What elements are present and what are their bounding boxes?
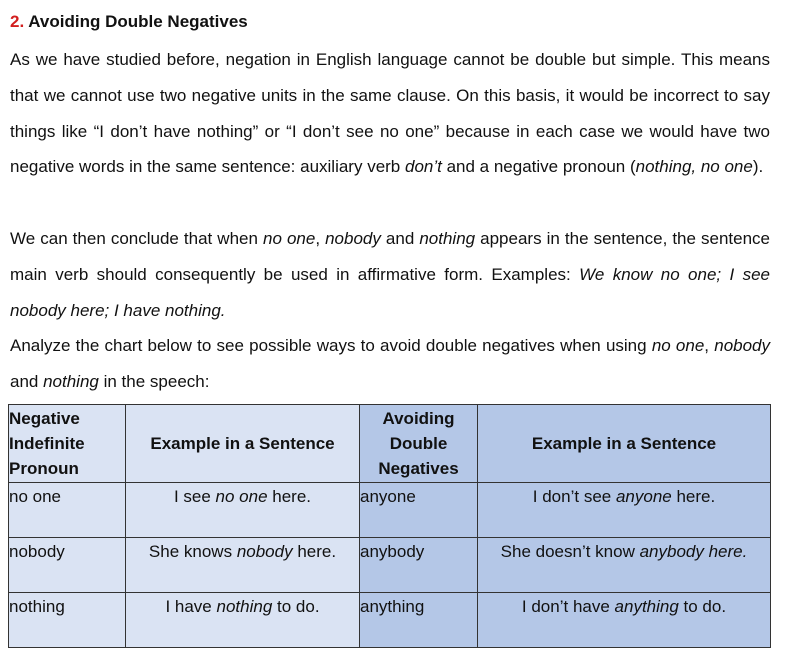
cell-avoid: anything [360,593,478,648]
ex-post: to do. [678,597,727,616]
ex-pre: I have [165,597,217,616]
p3-italic-no-one: no one [651,336,705,355]
ex-post: here. [292,542,337,561]
section-heading [10,10,248,34]
p2-italic-nobody: nobody [325,229,381,248]
p2-text-e: and [380,229,420,248]
cell-example-1 [126,593,360,648]
double-negatives-chart [8,404,771,648]
cell-pronoun: nobody [9,538,126,593]
cell-pronoun: no one [9,483,126,538]
cell-example-2 [478,483,771,538]
ex-italic: nothing [216,597,273,616]
ex-post: here. [671,487,716,506]
header-example-2: Example in a Sentence [478,405,771,483]
paragraph-2 [10,221,770,328]
ex-italic: nobody [236,542,293,561]
cell-avoid: anyone [360,483,478,538]
ex-italic: anyone [615,487,672,506]
table-row [9,483,771,538]
chart-header-row [9,405,771,483]
table-row [9,538,771,593]
p3-italic-nothing: nothing [43,371,99,391]
ex-pre: I see [173,487,216,506]
table-row [9,593,771,648]
ex-italic: no one [215,487,268,506]
ex-pre: I don’t see [532,487,616,506]
ex-post: here. [267,487,312,506]
header-negative-pronoun: Negative Indefinite Pronoun [9,405,126,483]
paragraph-1 [10,42,770,185]
header-example-1: Example in a Sentence [126,405,360,483]
p2-text-c: , [315,229,326,248]
ex-pre: She knows [148,542,237,561]
p2-italic-examples: We know no one; I see nobody here; I have nothing. [10,264,770,320]
cell-example-2 [478,593,771,648]
cell-pronoun: nothing [9,593,126,648]
cell-example-1 [126,483,360,538]
section-title: Avoiding Double Negatives [28,12,248,31]
p1-text-e: ). [752,157,764,177]
paragraph-3 [10,328,770,400]
p3-text-c: , [704,336,715,355]
section-number: 2. [10,12,25,31]
p3-text-g: in the speech: [98,371,210,391]
p1-italic-pronouns: nothing, no one [635,157,753,177]
ex-pre: I don’t have [521,597,615,616]
p3-text-a: Analyze the chart below to see possible ways to avoid double negatives when using [10,336,652,355]
p1-text-c: and a negative pronoun ( [441,157,636,177]
p2-text-g: appears in the sentence, the sentence main verb should consequently be used in affirmative form. Examples: [10,229,771,284]
p2-italic-nothing: nothing [419,229,476,248]
p2-text-a: We can then conclude that when [10,229,263,248]
p1-italic-dont: don’t [404,157,442,177]
ex-pre: She doesn’t know [500,542,640,561]
p3-text-e: and [10,371,44,391]
cell-example-2 [478,538,771,593]
header-avoiding: Avoiding Double Negatives [360,405,478,483]
p2-italic-no-one: no one [263,229,316,248]
cell-example-1 [126,538,360,593]
cell-avoid: anybody [360,538,478,593]
ex-italic: anything [614,597,679,616]
ex-post: to do. [272,597,320,616]
p1-text-a: As we have studied before, negation in English language cannot be double but simple. This means that we cannot use two negative units in the same clause. On this basis, it would be incorrect to say things like “I don’t have nothing” or “I don’t see no one” because in each case we would have two negative words in the same sentence: auxiliary verb [10,50,770,177]
ex-italic: anybody here. [639,542,748,561]
p3-italic-nobody: nobody [714,336,771,355]
